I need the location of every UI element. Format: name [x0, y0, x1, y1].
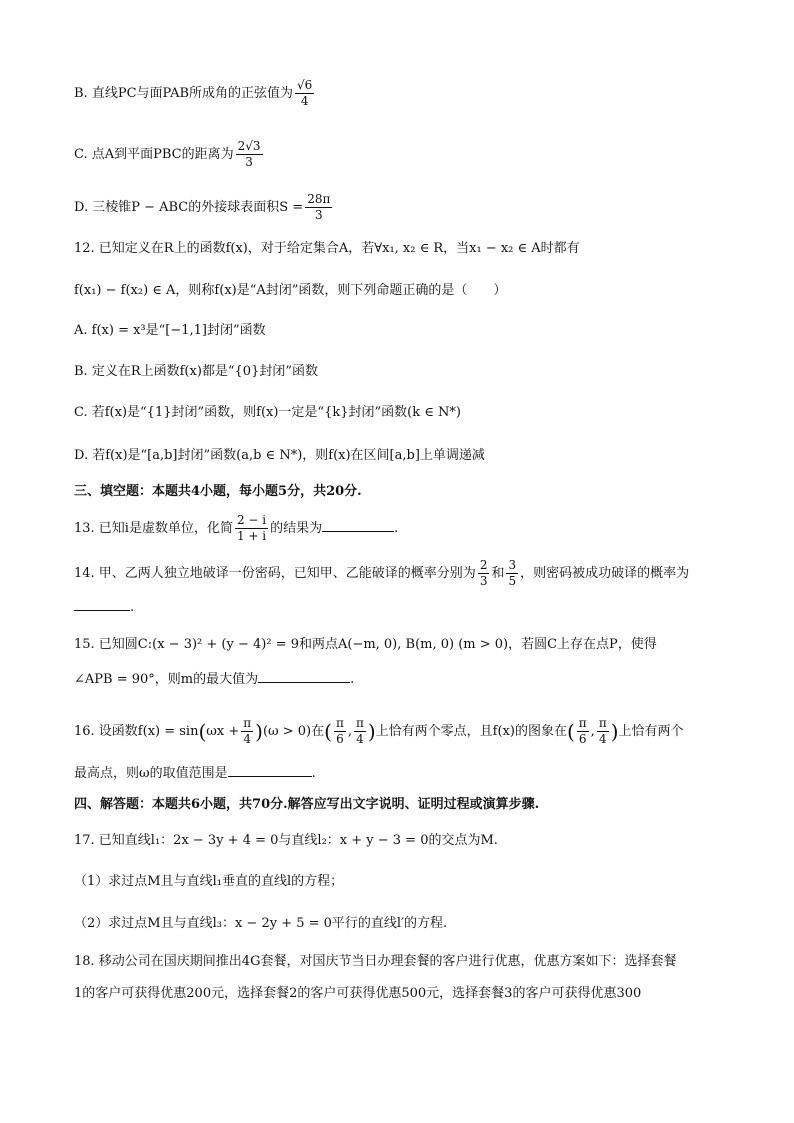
q14-and: 和 — [491, 566, 505, 581]
q14-answer-blank[interactable] — [74, 598, 130, 611]
q13-answer-blank[interactable] — [322, 519, 394, 532]
q16-suffix: 上恰有两个 — [618, 724, 684, 739]
q14-fraction-1: $\frac{2}{3}$ — [479, 558, 488, 588]
q13-prefix: 13. 已知i是虚数单位，化简 — [74, 521, 233, 536]
q16-line1: 16. 设函数f(x) = sin(ωx + $\frac{\pi}{4}$ )(ω > 0)在( $\frac{\pi}{6}$ , $\frac{\pi}{4}$ )上恰有两个零点，且f(x)的图象在( $\frac{\pi}{6}$ , $\frac{\pi}{4}$ )上恰有两个 — [74, 716, 684, 746]
section-4-heading: 四、解答题：本题共6小题，共70分.解答应写出文字说明、证明过程或演算步骤. — [74, 797, 540, 812]
q15-answer-blank[interactable] — [258, 670, 350, 683]
q12-option-a: A. f(x) = x³是“[−1,1]封闭”函数 — [74, 323, 266, 338]
option-d-text: D. 三棱锥P − ABC的外接球表面积S = — [74, 200, 304, 215]
q17-line1: 17. 已知直线l₁：2x − 3y + 4 = 0与直线l₂：x + y − 3 = 0的交点为M. — [74, 833, 498, 848]
q12-option-d: D. 若f(x)是“[a,b]封闭”函数(a,b ∈ N*)，则f(x)在区间[a,b]上单调递减 — [74, 448, 485, 463]
q15-end: . — [350, 672, 355, 687]
q16-interval2-right: $\frac{\pi}{4}$ — [598, 716, 607, 746]
option-b — [74, 78, 316, 109]
q16-condition: (ω > 0)在 — [262, 724, 325, 739]
q12-line1: 12. 已知定义在R上的函数f(x)，对于给定集合A，若∀x₁, x₂ ∈ R，当x₁ − x₂ ∈ A时都有 — [74, 241, 580, 256]
q13-end: . — [394, 521, 399, 536]
q17-part2: （2）求过点M且与直线l₃：x − 2y + 5 = 0平行的直线l′的方程. — [74, 916, 448, 931]
q16-arg: ωx + — [206, 724, 240, 739]
q16-line2 — [74, 764, 316, 783]
q16-middle: 上恰有两个零点，且f(x)的图象在 — [375, 724, 567, 739]
section-3-heading: 三、填空题：本题共4小题，每小题5分，共20分. — [74, 484, 362, 499]
q12-option-b: B. 定义在R上函数f(x)都是“{0}封闭”函数 — [74, 364, 318, 379]
q16-arg-fraction: $\frac{\pi}{4}$ — [243, 716, 252, 746]
q15-text: ∠APB = 90°，则m的最大值为 — [74, 672, 259, 687]
q16-answer-blank[interactable] — [228, 764, 312, 777]
q13 — [74, 513, 398, 544]
q13-fraction: $\frac{2 - i}{1 + i}$ — [236, 513, 267, 543]
option-c-text: C. 点A到平面PBC的距离为 — [74, 147, 234, 162]
q13-suffix: 的结果为 — [270, 521, 323, 536]
q16-prefix: 16. 设函数f(x) = sin — [74, 724, 199, 739]
q16-interval2-left: $\frac{\pi}{6}$ — [578, 716, 587, 746]
q16-line2-text: 最高点，则ω的取值范围是 — [74, 766, 228, 781]
q15-line1: 15. 已知圆C:(x − 3)² + (y − 4)² = 9和两点A(−m, 0), B(m, 0) (m > 0)，若圆C上存在点P，使得 — [74, 637, 657, 652]
q12-line2: f(x₁) − f(x₂) ∈ A，则称f(x)是“A封闭”函数，则下列命题正确的是（ ） — [74, 283, 507, 298]
q15-line2 — [74, 670, 354, 689]
q14-fraction-2: $\frac{3}{5}$ — [508, 558, 517, 588]
q17-part1: （1）求过点M且与直线l₁垂直的直线l的方程； — [74, 874, 344, 889]
option-d — [74, 192, 334, 223]
q14-line2 — [74, 598, 134, 617]
q16-interval1-right: $\frac{\pi}{4}$ — [355, 716, 364, 746]
q18-line1: 18. 移动公司在国庆期间推出4G套餐，对国庆节当日办理套餐的客户进行优惠，优惠方案如下：选择套餐 — [74, 954, 677, 969]
q16-end: . — [311, 766, 316, 781]
option-b-text: B. 直线PC与面PAB所成角的正弦值为 — [74, 86, 294, 101]
q14-prefix: 14. 甲、乙两人独立地破译一份密码，已知甲、乙能破译的概率分别为 — [74, 566, 476, 581]
q14-suffix: ，则密码被成功破译的概率为 — [520, 566, 690, 581]
q16-interval1-left: $\frac{\pi}{6}$ — [335, 716, 344, 746]
q12-option-c: C. 若f(x)是“{1}封闭”函数，则f(x)一定是“{k}封闭”函数(k ∈ N*) — [74, 405, 461, 420]
option-d-fraction: $\frac{28\pi}{3}$ — [307, 192, 331, 222]
q14-line1 — [74, 558, 689, 589]
option-c-fraction: $\frac{2√3}{3}$ — [237, 139, 261, 169]
option-b-fraction: $\frac{√6}{4}$ — [297, 78, 313, 108]
q18-line2: 1的客户可获得优惠200元，选择套餐2的客户可获得优惠500元，选择套餐3的客户可获得优惠300 — [74, 986, 642, 1001]
option-c — [74, 139, 265, 170]
q14-end: . — [130, 600, 135, 615]
